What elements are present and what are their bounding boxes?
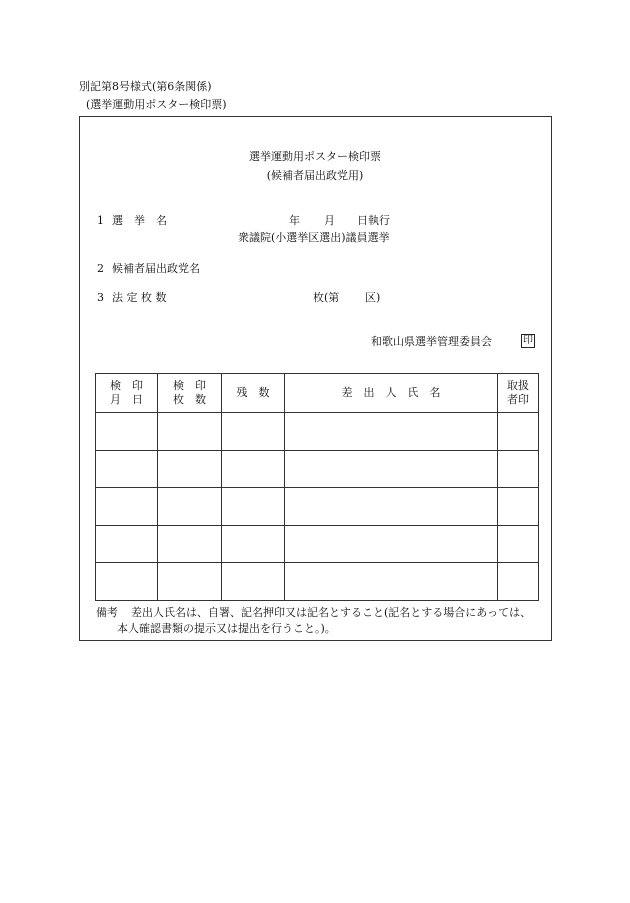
seal-box: 印 bbox=[523, 335, 533, 346]
table-row bbox=[96, 450, 539, 488]
form-name: (選挙運動用ポスター検印票) bbox=[86, 98, 227, 111]
table-row bbox=[96, 525, 539, 563]
form-subtitle: (候補者届出政党用) bbox=[266, 169, 364, 182]
item3-label: 法 定 枚 数 bbox=[112, 291, 167, 304]
table-cell[interactable] bbox=[285, 563, 498, 601]
item1-number: 1 bbox=[97, 214, 104, 227]
item3-number: 3 bbox=[97, 291, 104, 304]
form-title: 選挙運動用ポスター検印票 bbox=[249, 150, 381, 163]
form-number: 別記第8号様式(第6条関係) bbox=[79, 80, 212, 93]
table-cell[interactable] bbox=[96, 488, 158, 526]
table-cell[interactable] bbox=[158, 525, 222, 563]
table-row bbox=[96, 413, 539, 451]
table-cell[interactable] bbox=[498, 525, 539, 563]
table-cell[interactable] bbox=[498, 450, 539, 488]
item2-label: 候補者届出政党名 bbox=[112, 262, 200, 275]
table-cell[interactable] bbox=[222, 525, 285, 563]
inspection-table bbox=[95, 373, 539, 601]
table-cell[interactable] bbox=[96, 563, 158, 601]
note-line1: 差出人氏名は、自署、記名押印又は記名とすること(記名とする場合にあっては、 bbox=[131, 606, 532, 619]
item2-number: 2 bbox=[97, 262, 104, 275]
district-label: 区) bbox=[365, 291, 381, 304]
table-cell[interactable] bbox=[498, 413, 539, 451]
election-name: 衆議院(小選挙区選出)議員選挙 bbox=[238, 231, 390, 244]
issuer-name: 和歌山県選挙管理委員会 bbox=[371, 335, 492, 348]
count-label: 枚(第 bbox=[313, 291, 340, 304]
table-row bbox=[96, 563, 539, 601]
table-cell[interactable] bbox=[222, 450, 285, 488]
table-cell[interactable] bbox=[285, 525, 498, 563]
item1-label: 選 挙 名 bbox=[112, 214, 167, 227]
table-cell[interactable] bbox=[498, 563, 539, 601]
header-handler-seal: 取扱 者印 bbox=[498, 374, 539, 413]
year-label: 年 bbox=[289, 214, 300, 227]
table-cell[interactable] bbox=[158, 488, 222, 526]
note-label: 備考 bbox=[96, 606, 118, 619]
month-label: 月 bbox=[324, 214, 335, 227]
table-row bbox=[96, 488, 539, 526]
table-cell[interactable] bbox=[222, 488, 285, 526]
table-cell[interactable] bbox=[285, 488, 498, 526]
table-cell[interactable] bbox=[96, 525, 158, 563]
table-cell[interactable] bbox=[158, 450, 222, 488]
table-cell[interactable] bbox=[158, 563, 222, 601]
header-remaining: 残 数 bbox=[222, 374, 285, 413]
table-cell[interactable] bbox=[158, 413, 222, 451]
header-submitter-name: 差 出 人 氏 名 bbox=[285, 374, 498, 413]
table-cell[interactable] bbox=[222, 413, 285, 451]
header-inspection-count: 検 印 枚 数 bbox=[158, 374, 222, 413]
table-cell[interactable] bbox=[285, 413, 498, 451]
table-cell[interactable] bbox=[96, 413, 158, 451]
table-cell[interactable] bbox=[222, 563, 285, 601]
header-inspection-date: 検 印 月 日 bbox=[96, 374, 158, 413]
table-cell[interactable] bbox=[498, 488, 539, 526]
note-line2: 本人確認書類の提示又は提出を行うこと。)。 bbox=[117, 622, 336, 635]
day-label: 日執行 bbox=[357, 214, 390, 227]
table-cell[interactable] bbox=[96, 450, 158, 488]
table-header-row bbox=[96, 374, 539, 413]
table-cell[interactable] bbox=[285, 450, 498, 488]
